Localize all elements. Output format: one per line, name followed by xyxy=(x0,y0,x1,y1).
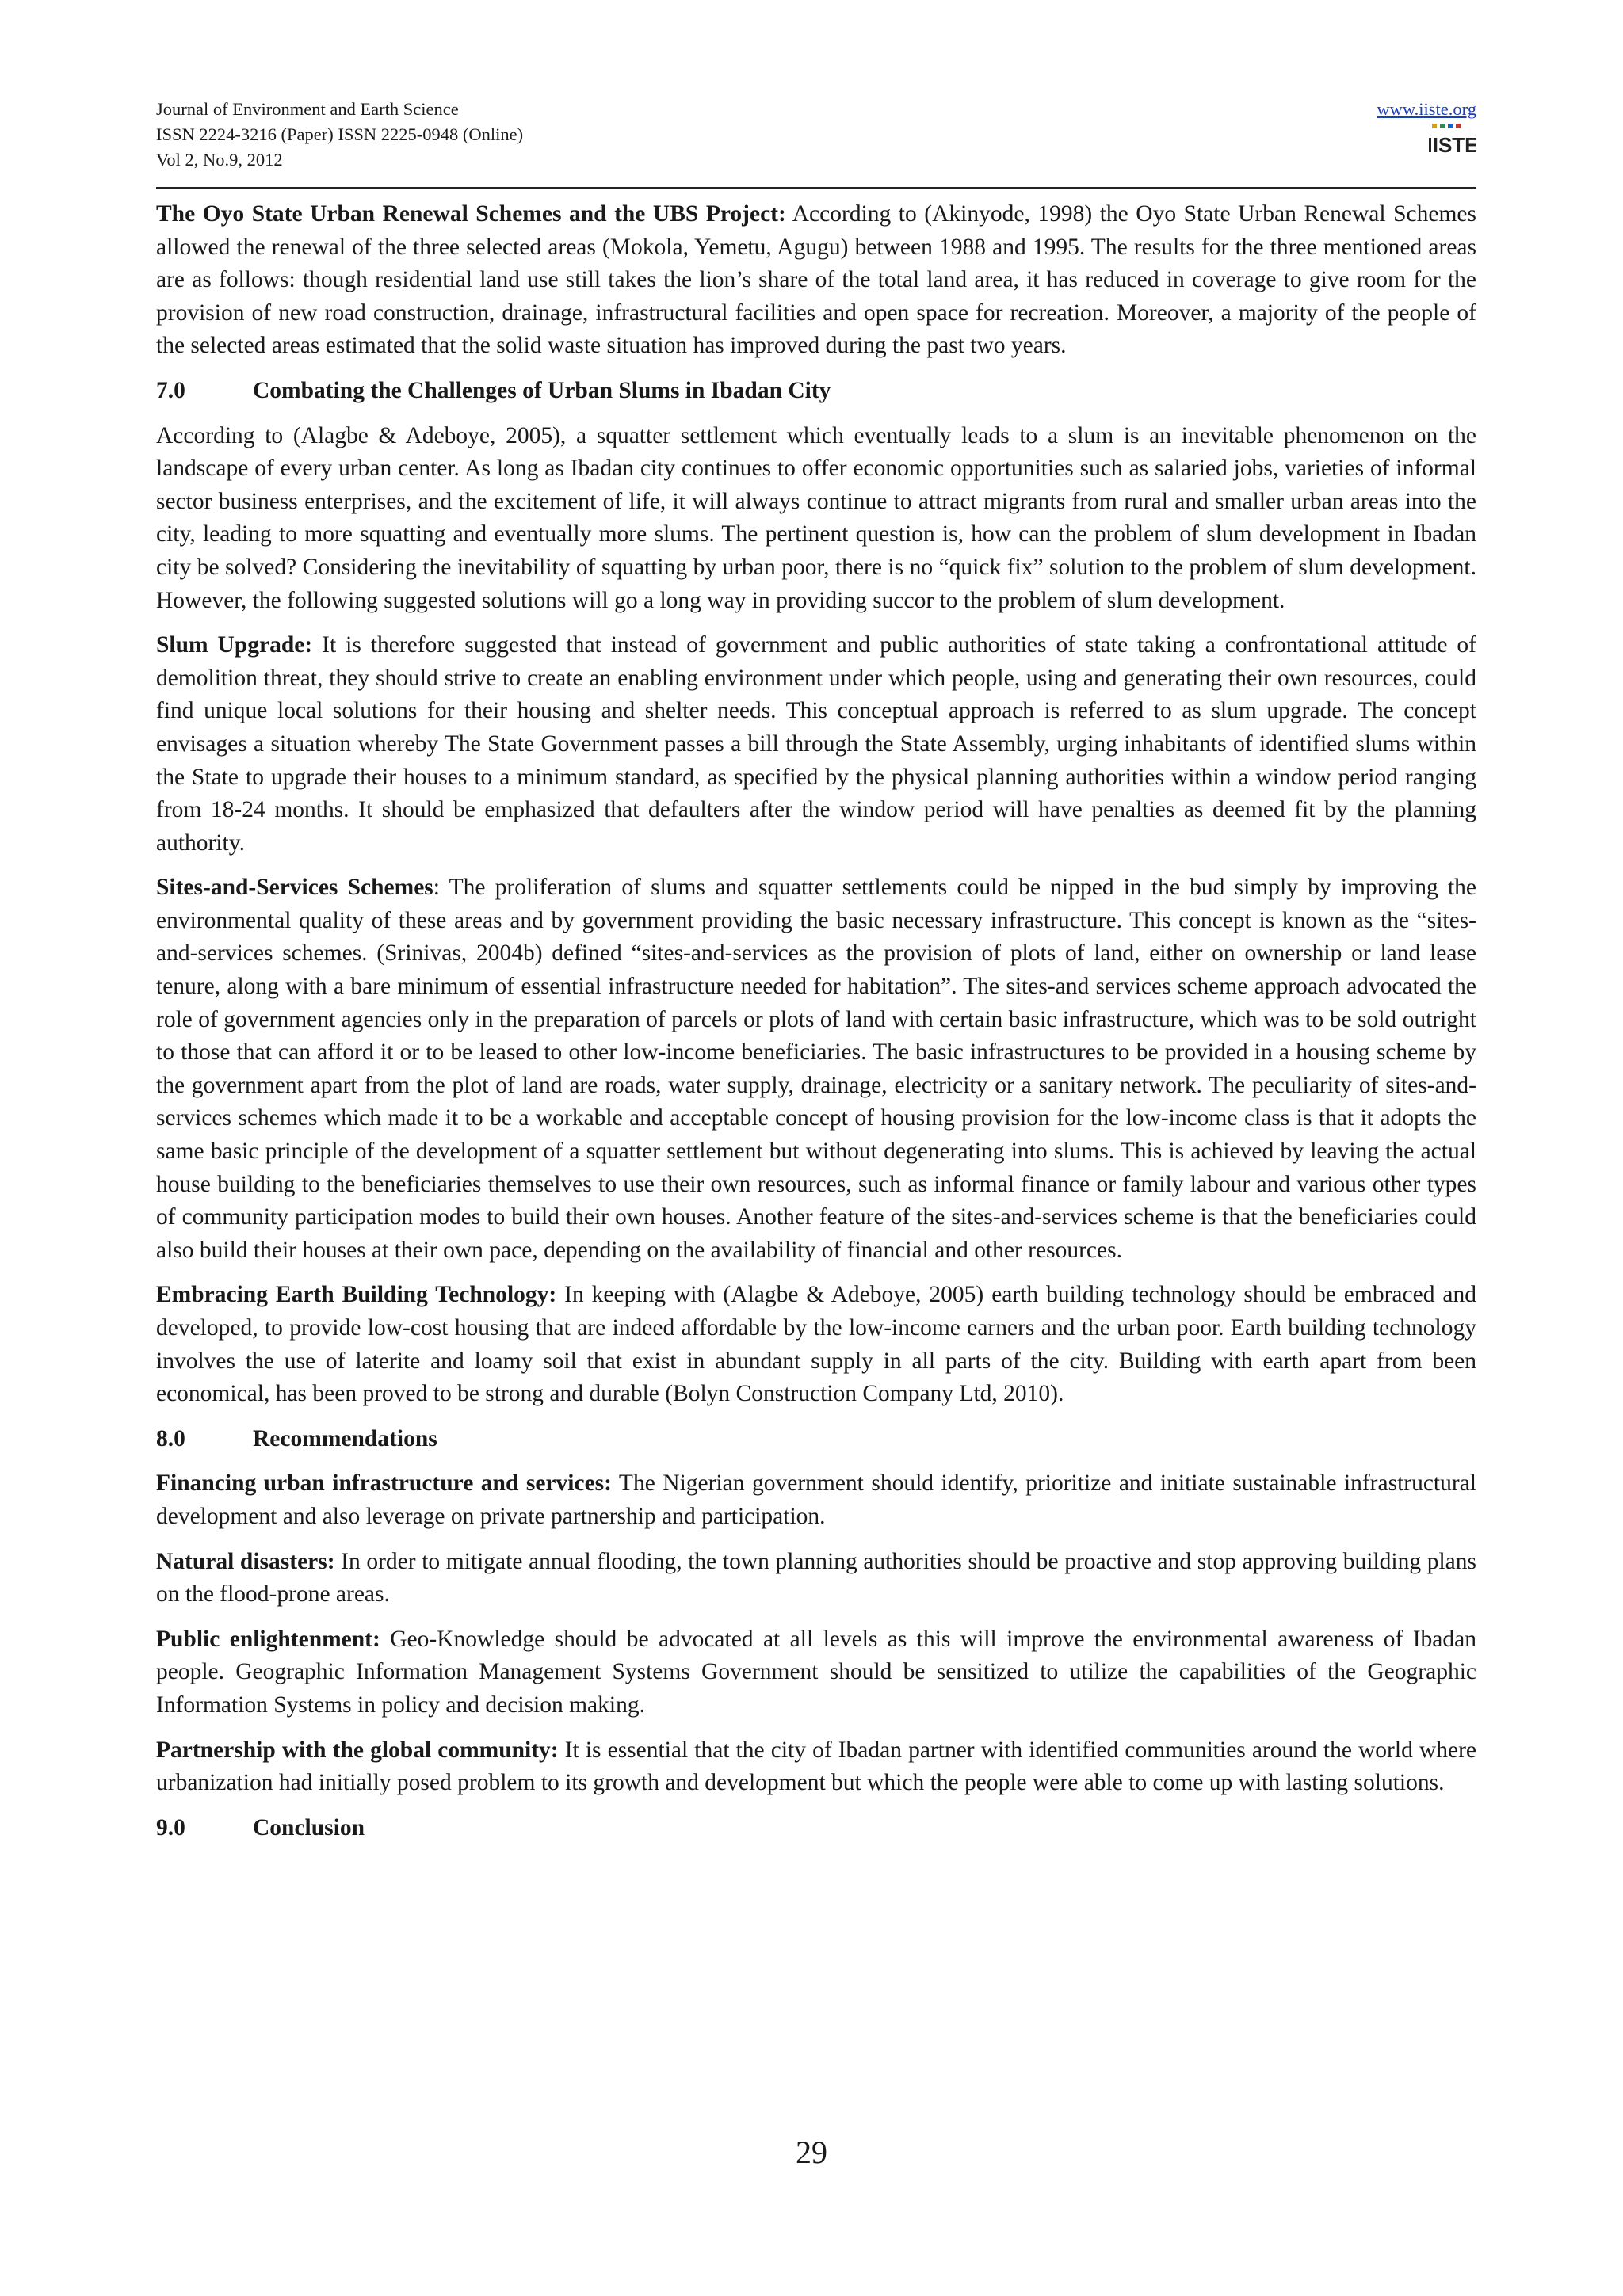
paragraph-text: The Nigerian government should identify, prioritize and initiate sustainable infrastructural development and also leverage on private partnership and participation. xyxy=(156,1470,1476,1529)
section-number: 8.0 xyxy=(156,1425,185,1451)
paragraph-text: In keeping with (Alagbe & Adeboye, 2005) earth building technology should be embraced and developed, to provide low-cost housing that are indeed affordable by the low-income earners and the urban poor. Earth building technology involves the use of laterite and loamy soil that exist in abundant supply in all parts of the city. Building with earth apart from been economical, has been proved to be strong and durable (Bolyn Construction Company Ltd, 2010). xyxy=(156,1282,1476,1407)
paragraph-partnership xyxy=(156,1734,1476,1800)
paragraph-lead: Sites-and-Services Schemes xyxy=(156,875,433,901)
section-heading-8 xyxy=(156,1423,1476,1456)
header-right xyxy=(1377,97,1476,159)
paragraph-sites-services xyxy=(156,871,1476,1267)
section-number: 7.0 xyxy=(156,377,185,403)
paragraph-squatter xyxy=(156,420,1476,618)
section-title: Combating the Challenges of Urban Slums in Ibadan City xyxy=(253,377,831,403)
paragraph-text: : The proliferation of slums and squatter settlements could be nipped in the bud simply by improving the environmental quality of these areas and by government providing the basic necessary infrastructure. This concept is known as the “sites-and-services schemes. (Srinivas, 2004b) defined “sites-and-services as the provision of plots of land, either on ownership or land lease tenure, along with a bare minimum of essential infrastructure needed for habitation”. The sites-and services scheme approach advocated the role of government agencies only in the preparation of parcels or plots of land with certain basic infrastructure, which was to be sold outright to those that can afford it or to be leased to other low-income beneficiaries. The basic infrastructures to be provided in a housing scheme by the government apart from the plot of land are roads, water supply, drainage, electricity or a sanitary network. The peculiarity of sites-and-services schemes which made it to be a workable and acceptable concept of housing provision for the low-income class is that it adopts the same basic principle of the development of a squatter settlement but without degenerating into slums. This is achieved by leaving the actual house building to the beneficiaries themselves to use their own resources, such as informal finance or family labour and various other types of community participation modes to build their own houses. Another feature of the sites-and-services scheme is that the beneficiaries could also build their houses at their own pace, depending on the availability of financial and other resources. xyxy=(156,875,1476,1263)
website-link[interactable]: www.iiste.org xyxy=(1377,99,1476,119)
paragraph-lead: Embracing Earth Building Technology: xyxy=(156,1282,557,1308)
paragraph-lead: Partnership with the global community: xyxy=(156,1737,559,1763)
paragraph-slum-upgrade xyxy=(156,629,1476,860)
paragraph-text: It is therefore suggested that instead of government and public authorities of state taking a confrontational attitude of demolition threat, they should strive to create an enabling environment under which people, using and generating their own resources, could find unique local solutions for their housing and shelter needs. This conceptual approach is referred to as slum upgrade. The concept envisages a situation whereby The State Government passes a bill through the State Assembly, urging inhabitants of identified slums within the State to upgrade their houses to a minimum standard, as specified by the physical planning authorities within a window period ranging from 18-24 months. It should be emphasized that defaulters after the window period will have penalties as deemed fit by the planning authority. xyxy=(156,632,1476,856)
journal-issn: ISSN 2224-3216 (Paper) ISSN 2225-0948 (Online) xyxy=(156,124,524,144)
paragraph-earth-building xyxy=(156,1279,1476,1410)
section-title: Conclusion xyxy=(253,1814,365,1840)
page-number: 29 xyxy=(796,2134,827,2170)
paragraph-lead: Natural disasters: xyxy=(156,1548,335,1574)
page-header xyxy=(156,97,1476,173)
section-title: Recommendations xyxy=(253,1425,437,1451)
section-heading-9 xyxy=(156,1812,1476,1845)
paragraph-text: It is essential that the city of Ibadan partner with identified communities around the world where urbanization had initially posed problem to its growth and development but which the people were able to come up with lasting solutions. xyxy=(156,1737,1476,1796)
paragraph-text: In order to mitigate annual flooding, the town planning authorities should be proactive and stop approving building plans on the flood-prone areas. xyxy=(156,1548,1476,1608)
section-number: 9.0 xyxy=(156,1814,185,1840)
article-body xyxy=(156,198,1476,1856)
paragraph-lead: Slum Upgrade: xyxy=(156,632,313,658)
paragraph-lead: The Oyo State Urban Renewal Schemes and the UBS Project: xyxy=(156,201,786,227)
paragraph-lead: Financing urban infrastructure and services: xyxy=(156,1470,612,1497)
paragraph-financing xyxy=(156,1467,1476,1533)
paragraph-oyo-renewal xyxy=(156,198,1476,363)
iiste-logo-icon xyxy=(1429,124,1476,159)
journal-info xyxy=(156,97,1476,173)
paragraph-text: Geo-Knowledge should be advocated at all levels as this will improve the environmental awareness of Ibadan people. Geographic Information Management Systems Government should be sensitized to utilize the capabilities of the Geographic Information Systems in policy and decision making. xyxy=(156,1626,1476,1718)
paragraph-public-enlightenment xyxy=(156,1623,1476,1722)
header-divider xyxy=(156,187,1476,189)
journal-title: Journal of Environment and Earth Science xyxy=(156,99,459,119)
logo-text: IISTE xyxy=(1429,133,1476,155)
paragraph-text: According to (Akinyode, 1998) the Oyo State Urban Renewal Schemes allowed the renewal of the three selected areas (Mokola, Yemetu, Agugu) between 1988 and 1995. The results for the three mentioned areas are as follows: though residential land use still takes the lion’s share of the total land area, it has reduced in coverage to give room for the provision of new road construction, drainage, infrastructural facilities and open space for recreation. Moreover, a majority of the people of the selected areas estimated that the solid waste situation has improved during the past two years. xyxy=(156,201,1476,359)
section-heading-7 xyxy=(156,375,1476,408)
journal-volume: Vol 2, No.9, 2012 xyxy=(156,150,283,170)
paragraph-text: According to (Alagbe & Adeboye, 2005), a squatter settlement which eventually leads to a slum is an inevitable phenomenon on the landscape of every urban center. As long as Ibadan city continues to offer economic opportunities such as salaried jobs, varieties of informal sector business enterprises, and the excitement of life, it will always continue to attract migrants from rural and smaller urban areas into the city, leading to more squatting and eventually more slums. The pertinent question is, how can the problem of slum development in Ibadan city be solved? Considering the inevitability of squatting by urban poor, there is no “quick fix” solution to the problem of slum development. However, the following suggested solutions will go a long way in providing succor to the problem of slum development. xyxy=(156,422,1476,613)
paragraph-natural-disasters xyxy=(156,1546,1476,1611)
paragraph-lead: Public enlightenment: xyxy=(156,1626,380,1652)
